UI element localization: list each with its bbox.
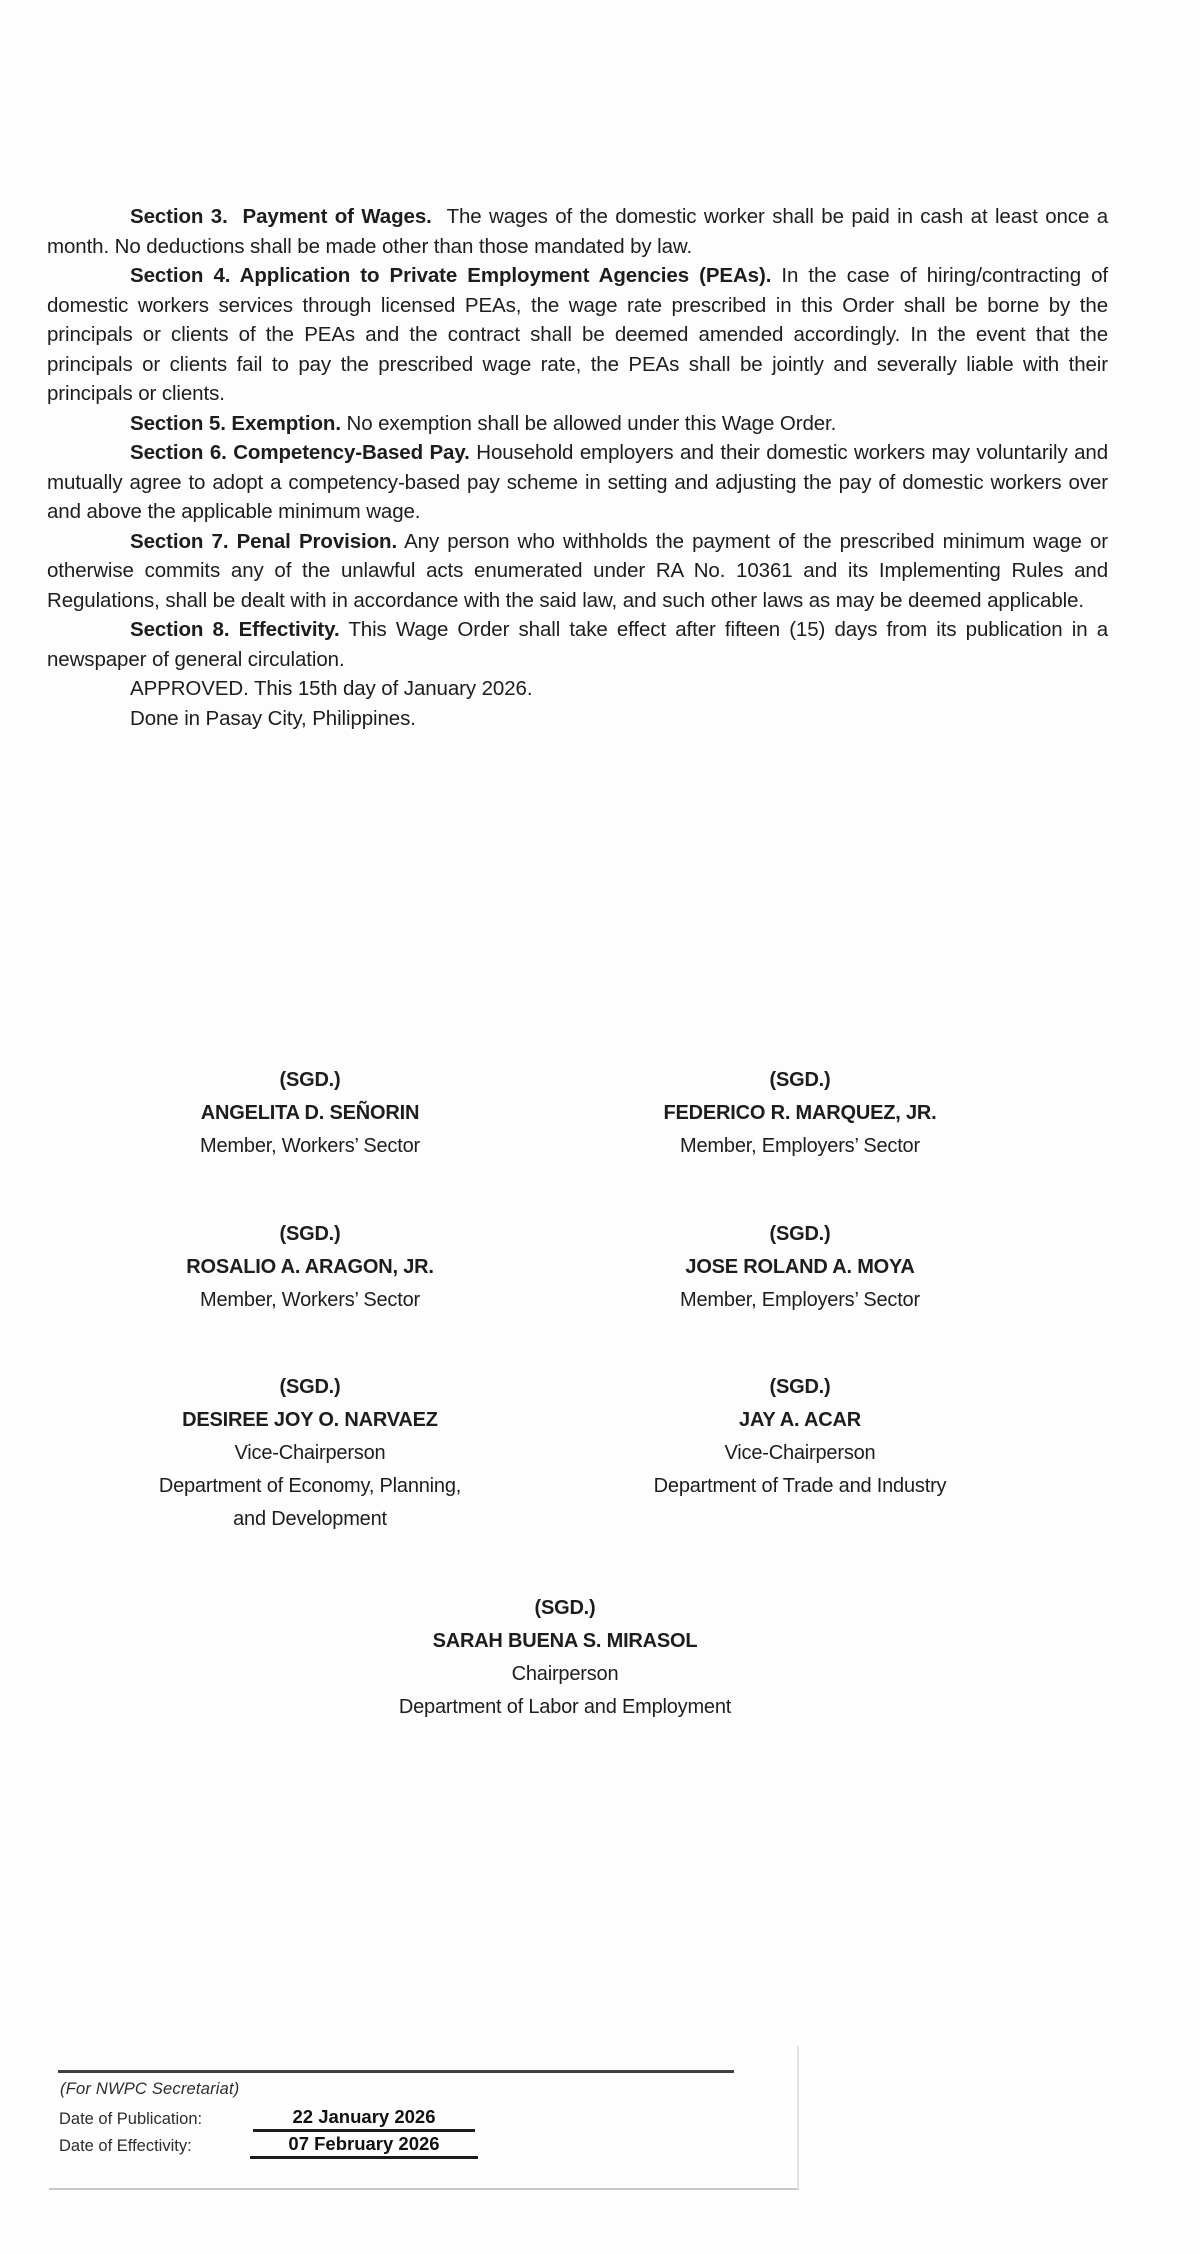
- signatory-title: Member, Workers’ Sector: [200, 1135, 420, 1157]
- section-5-heading: Section 5. Exemption.: [130, 411, 341, 435]
- signatory-title: Member, Employers’ Sector: [680, 1135, 920, 1157]
- approval-line: APPROVED. This 15th day of January 2026.: [130, 677, 533, 700]
- section-4-heading: Section 4. Application to Private Employment Agencies (PEAs).: [130, 264, 772, 287]
- section-5-paragraph: [47, 409, 1108, 439]
- section-6-body: Household employers and their domestic workers may voluntarily and mutually agree to adopt a competency-based pay scheme in setting and adjusting the pay of domestic workers over and above the applicable minimum wage.: [47, 441, 1109, 523]
- section-4-body: In the case of hiring/contracting of domestic workers services through licensed PEAs, the wage rate prescribed in this Order shall be borne by the principals or clients of the PEAs and the contract shall be deemed amended accordingly. In the event that the principals or clients fail to pay the prescribed wage rate, the PEAs shall be jointly and severally liable with their principals or clients.: [47, 264, 1108, 405]
- section-8-body: This Wage Order shall take effect after fifteen (15) days from its publication in a newspaper of general circulation.: [47, 618, 1108, 671]
- secretariat-rule: [58, 2070, 734, 2073]
- signatory-name: DESIREE JOY O. NARVAEZ: [182, 1409, 438, 1431]
- signatory-title: Department of Economy, Planning,: [158, 1475, 462, 1497]
- signatory-title: Vice-Chairperson: [724, 1442, 876, 1464]
- section-6-paragraph: [47, 438, 1108, 527]
- signatory-name: ROSALIO A. ARAGON, JR.: [186, 1256, 434, 1278]
- signatory-block-vicechair-economy: [90, 1371, 530, 1536]
- order-body-text: [47, 202, 1108, 733]
- section-3-body: The wages of the domestic worker shall be paid in cash at least once a month. No deductions shall be made other than those mandated by law.: [47, 205, 1108, 258]
- signatory-block-employers-1: [580, 1064, 1020, 1163]
- signatory-title: Chairperson: [511, 1663, 619, 1685]
- signatory-name: FEDERICO R. MARQUEZ, JR.: [663, 1102, 937, 1124]
- sgd-label: (SGD.): [769, 1376, 831, 1398]
- signatory-title: Member, Workers’ Sector: [200, 1289, 420, 1311]
- sgd-label: (SGD.): [279, 1223, 341, 1245]
- signatory-title: and Development: [233, 1508, 387, 1530]
- section-5-body: No exemption shall be allowed under this Wage Order.: [340, 411, 837, 435]
- sgd-label: (SGD.): [534, 1597, 596, 1619]
- effectivity-date: 07 February 2026: [250, 2133, 478, 2159]
- section-7-heading: Section 7. Penal Provision.: [130, 529, 398, 553]
- signatory-title: Vice-Chairperson: [234, 1442, 386, 1464]
- signatory-title: Department of Trade and Industry: [653, 1475, 947, 1497]
- signatory-name: JOSE ROLAND A. MOYA: [685, 1256, 915, 1278]
- section-3-paragraph: [47, 202, 1108, 261]
- section-3-heading: Section 3. Payment of Wages.: [130, 205, 432, 228]
- effectivity-label: Date of Effectivity:: [59, 2137, 192, 2155]
- sgd-label: (SGD.): [279, 1376, 341, 1398]
- signatory-block-chairperson: [345, 1592, 785, 1724]
- section-6-heading: Section 6. Competency-Based Pay.: [130, 441, 470, 464]
- done-line: Done in Pasay City, Philippines.: [130, 706, 416, 730]
- signatory-title: Member, Employers’ Sector: [680, 1289, 920, 1311]
- signatory-title: Department of Labor and Employment: [398, 1696, 732, 1718]
- signatory-name: SARAH BUENA S. MIRASOL: [432, 1630, 698, 1652]
- section-7-paragraph: [47, 527, 1108, 616]
- section-4-paragraph: [47, 261, 1108, 409]
- publication-date: 22 January 2026: [253, 2106, 475, 2132]
- signatory-name: JAY A. ACAR: [739, 1409, 861, 1431]
- signatory-block-workers-2: [90, 1218, 530, 1317]
- signatory-block-employers-2: [580, 1218, 1020, 1317]
- publication-label: Date of Publication:: [59, 2110, 203, 2128]
- section-7-body: Any person who withholds the payment of the prescribed minimum wage or otherwise commits any of the unlawful acts enumerated under RA No. 10361 and its Implementing Rules and Regulations, shall be dealt with in accordance with the said law, and such other laws as may be deemed applicable.: [47, 529, 1108, 612]
- signatory-name: ANGELITA D. SEÑORIN: [200, 1102, 420, 1124]
- section-8-heading: Section 8. Effectivity.: [130, 618, 340, 641]
- sgd-label: (SGD.): [769, 1069, 831, 1091]
- signatory-block-vicechair-trade: [580, 1371, 1020, 1503]
- sgd-label: (SGD.): [769, 1223, 831, 1245]
- signatory-block-workers-1: [90, 1064, 530, 1163]
- secretariat-note: (For NWPC Secretariat): [60, 2080, 240, 2098]
- sgd-label: (SGD.): [279, 1069, 341, 1091]
- section-8-paragraph: [47, 615, 1108, 674]
